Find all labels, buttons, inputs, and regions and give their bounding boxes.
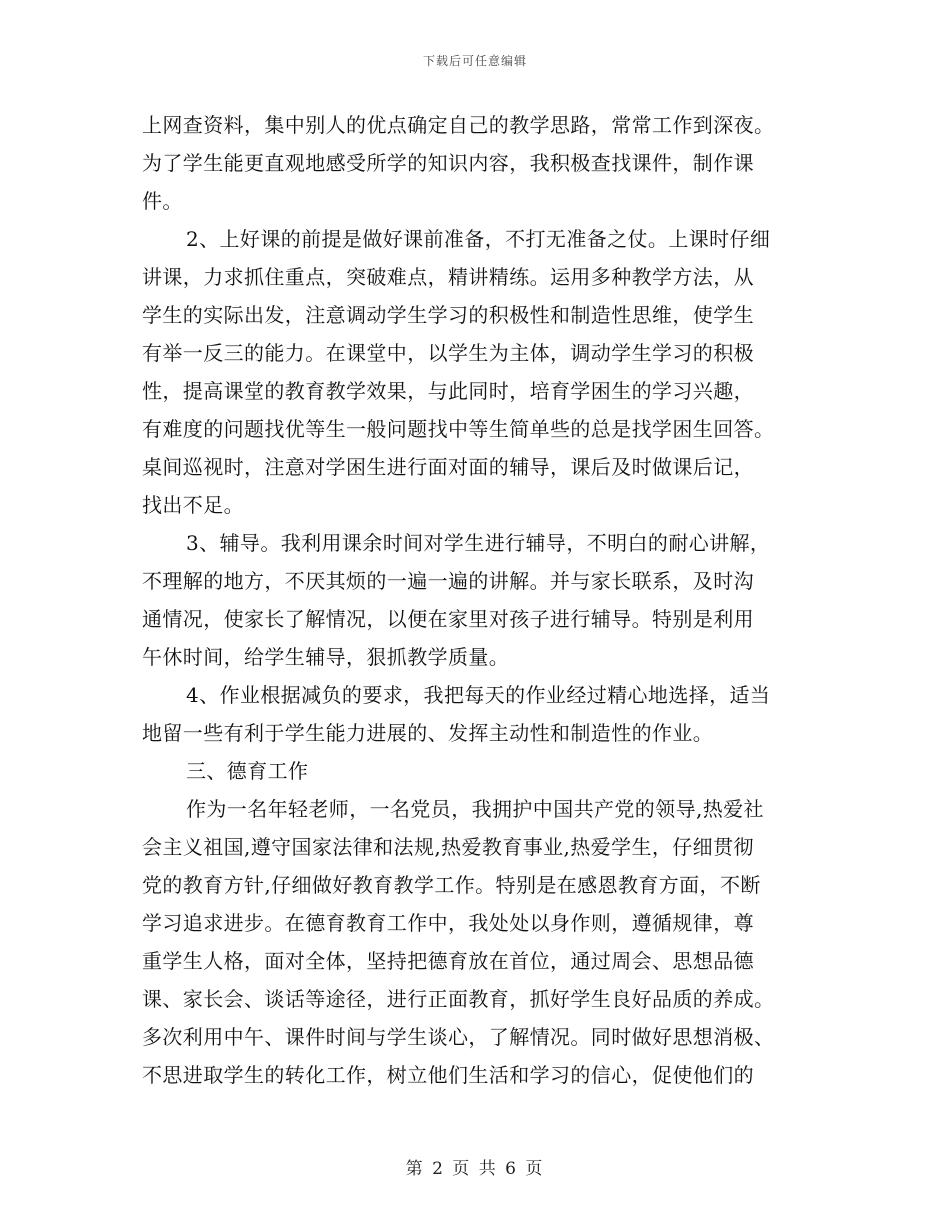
body-line: 通情况，使家长了解情况，以便在家里对孩子进行辅导。特别是利用 xyxy=(142,607,754,631)
paragraph-start-line: 作为一名年轻老师，一名党员，我拥护中国共产党的领导,热爱社 xyxy=(186,797,764,821)
section-heading: 三、德育工作 xyxy=(186,759,309,783)
body-line: 午休时间，给学生辅导，狠抓教学质量。 xyxy=(142,645,510,669)
body-line: 课、家长会、谈话等途径，进行正面教育，抓好学生良好品质的养成。 xyxy=(142,987,775,1011)
body-line: 上网查资料，集中别人的优点确定自己的教学思路，常常工作到深夜。 xyxy=(142,113,775,137)
body-line: 件。 xyxy=(142,189,183,213)
paragraph-start-line: 2、上好课的前提是做好课前准备，不打无准备之仗。上课时仔细 xyxy=(186,227,771,251)
body-line: 学习追求进步。在德育教育工作中，我处处以身作则，遵循规律，尊 xyxy=(142,911,754,935)
body-line: 学生的实际出发，注意调动学生学习的积极性和制造性思维，使学生 xyxy=(142,303,754,327)
body-line: 会主义祖国,遵守国家法律和法规,热爱教育事业,热爱学生，仔细贯彻 xyxy=(142,835,754,859)
document-body xyxy=(142,106,812,1094)
paragraph-start-line: 4、作业根据减负的要求，我把每天的作业经过精心地选择，适当 xyxy=(186,683,771,707)
body-line: 不思进取学生的转化工作，树立他们生活和学习的信心，促使他们的 xyxy=(142,1063,754,1087)
body-line: 找出不足。 xyxy=(142,493,244,517)
body-line: 地留一些有利于学生能力进展的、发挥主动性和制造性的作业。 xyxy=(142,721,714,745)
body-line: 多次利用中午、课件时间与学生谈心，了解情况。同时做好思想消极、 xyxy=(142,1025,775,1049)
body-line: 有举一反三的能力。在课堂中，以学生为主体，调动学生学习的积极 xyxy=(142,341,754,365)
paragraph-start-line: 3、辅导。我利用课余时间对学生进行辅导，不明白的耐心讲解， xyxy=(186,531,771,555)
body-line: 不理解的地方，不厌其烦的一遍一遍的讲解。并与家长联系，及时沟 xyxy=(142,569,754,593)
body-line: 桌间巡视时，注意对学困生进行面对面的辅导，课后及时做课后记， xyxy=(142,455,754,479)
body-line: 性，提高课堂的教育教学效果，与此同时，培育学困生的学习兴趣， xyxy=(142,379,754,403)
body-line: 党的教育方针,仔细做好教育教学工作。特别是在感恩教育方面，不断 xyxy=(142,873,761,897)
body-line: 重学生人格，面对全体，坚持把德育放在首位，通过周会、思想品德 xyxy=(142,949,754,973)
body-line: 讲课，力求抓住重点，突破难点，精讲精练。运用多种教学方法，从 xyxy=(142,265,754,289)
body-line: 为了学生能更直观地感受所学的知识内容，我积极查找课件，制作课 xyxy=(142,151,754,175)
page-number-footer: 第 2 页 共 6 页 xyxy=(405,1159,545,1179)
body-line: 有难度的问题找优等生一般问题找中等生简单些的总是找学困生回答。 xyxy=(142,417,775,441)
page-header-note: 下载后可任意编辑 xyxy=(422,54,527,68)
